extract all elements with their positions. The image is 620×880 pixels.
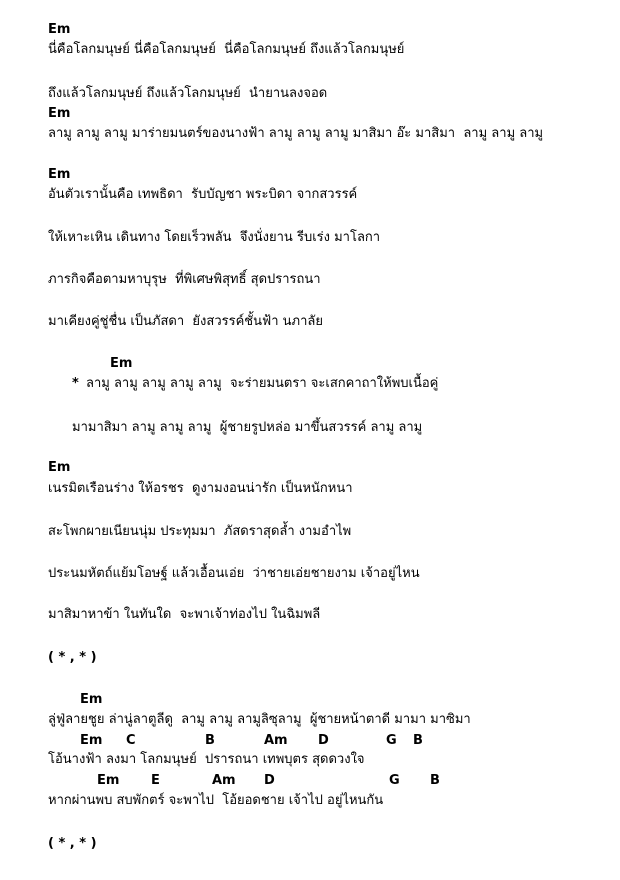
repeat-marker: ( * , * ) <box>48 836 97 851</box>
lyric-line: มาเคียงคู่ชู่ชื่น เป็นภัสดา ยังสวรรค์ชั้นฟ้า นภาลัย <box>48 314 323 329</box>
lyric-line: เนรมิตเรือนร่าง ให้อรชร ดูงามงอนน่ารัก เป็นหนักหนา <box>48 481 353 496</box>
chord-label: Em <box>80 692 103 707</box>
lyric-line: นี่คือโลกมนุษย์ นี่คือโลกมนุษย์ นี่คือโลกมนุษย์ ถึงแล้วโลกมนุษย์ <box>48 42 405 57</box>
lyric-line: ลามู ลามู ลามู มาร่ายมนตร์ของนางฟ้า ลามู ลามู ลามู มาสิมา อ๊ะ มาสิมา ลามู ลามู ลามู <box>48 126 544 141</box>
chord-label: G <box>389 773 400 788</box>
chord-label: B <box>413 733 423 748</box>
chord-label: Em <box>48 106 71 121</box>
lyric-line: มาสิมาหาข้า ในทันใด จะพาเจ้าท่องไป ในฉิมพลี <box>48 607 321 622</box>
lyric-line: ลู่ฟู่ลายชูย ล่านู่ลาตูลีดู ลามู ลามู ลามูลิซุลามู ผู้ชายหน้าตาดี มามา มาซิมา <box>48 712 471 727</box>
lyric-line: อันตัวเรานั้นคือ เทพธิดา รับบัญชา พระบิดา จากสวรรค์ <box>48 187 358 202</box>
chord-label: G <box>386 733 397 748</box>
chord-label: Am <box>264 733 288 748</box>
chord-label: B <box>205 733 215 748</box>
lyric-line: หากผ่านพบ สบพักตร์ จะพาไป โอ้ยอดชาย เจ้าไป อยู่ไหนกัน <box>48 793 384 808</box>
lyric-line: ถึงแล้วโลกมนุษย์ ถึงแล้วโลกมนุษย์ นำยานลงจอด <box>48 86 328 101</box>
lyric-line: โอ้นางฟ้า ลงมา โลกมนุษย์ ปรารถนา เทพบุตร สุดดวงใจ <box>48 752 365 767</box>
chord-label: D <box>318 733 329 748</box>
chord-label: Em <box>48 167 71 182</box>
lyric-line: สะโพกผายเนียนนุ่ม ประทุมมา ภัสดราสุดล้ำ งามอำไพ <box>48 524 352 539</box>
chord-label: B <box>430 773 440 788</box>
chord-label: Em <box>48 460 71 475</box>
lyric-line: ประนมหัตถ์แย้มโอษฐ์ แล้วเอื้อนเอ่ย ว่าชายเอ่ยชายงาม เจ้าอยู่ไหน <box>48 566 420 581</box>
chord-label: D <box>264 773 275 788</box>
chord-label: Em <box>80 733 103 748</box>
lyric-line: ลามู ลามู ลามู ลามู ลามู จะร่ายมนตรา จะเสกคาถาให้พบเนื้อคู่ <box>86 376 439 391</box>
chord-label: Em <box>97 773 120 788</box>
chorus-marker: * <box>72 376 79 391</box>
chord-label: C <box>126 733 136 748</box>
chord-label: E <box>151 773 160 788</box>
repeat-marker: ( * , * ) <box>48 650 97 665</box>
lyric-line: มามาสิมา ลามู ลามู ลามู ผู้ชายรูปหล่อ มาขึ้นสวรรค์ ลามู ลามู <box>72 420 423 435</box>
chord-label: Am <box>212 773 236 788</box>
lyric-line: ภารกิจคือตามหาบุรุษ ที่พิเศษพิสุทธิ์ สุดปรารถนา <box>48 272 321 287</box>
lyric-line: ให้เหาะเหิน เดินทาง โดยเร็วพลัน จึงนั่งยาน รีบเร่ง มาโลกา <box>48 230 381 245</box>
chord-label: Em <box>48 22 71 37</box>
chord-label: Em <box>110 356 133 371</box>
